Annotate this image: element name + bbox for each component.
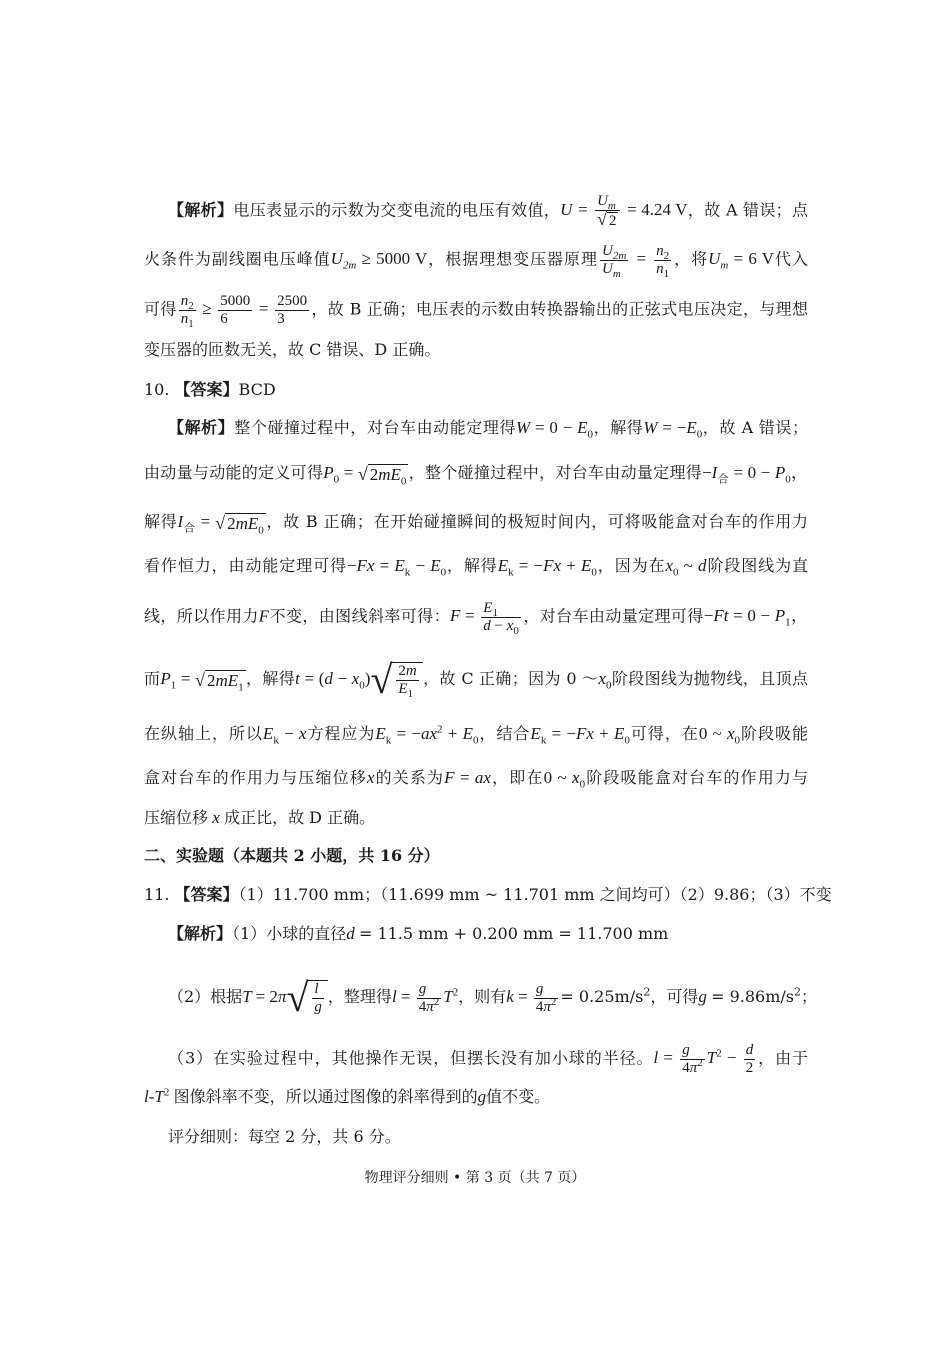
text: 图像斜率不变，所以通过图像的斜率得到的 [173, 1087, 478, 1106]
text: ，可得 [650, 986, 699, 1006]
text: ，将 [673, 249, 709, 269]
q10-line-2 [144, 463, 808, 485]
q11-line-4 [144, 1087, 808, 1107]
question-number: 10. [144, 380, 175, 399]
q11-scoring: 评分细则：每空 2 分，共 6 分。 [168, 1127, 401, 1146]
q10-line-4 [144, 556, 808, 579]
formula: $l-T^2$ [144, 1086, 170, 1106]
text: 可得 [144, 299, 177, 319]
q11-line-2: （2）根据T = 2π√ $\frac{l}{g}$ ，整理得l = $\frac{g}{4\pi^2}$ $T^2$，则有k = $\frac{g}{4\pi^2}$ = $0.25m/s^2$，可得$g = 9.86m/s^2$； [168, 975, 817, 1020]
q10-line-1 [168, 418, 808, 441]
formula: $I_合$ = √ $2mE_0$ [177, 512, 264, 536]
text: 看作恒力，由动能定理可得 [144, 556, 347, 575]
formula: $W = 0 - E_0$ [516, 418, 594, 441]
formula: $P_0$ = √ $2mE_0$ [323, 463, 407, 487]
text: （1）小球的直径 [232, 924, 347, 943]
answer-tag: 【答案】 [174, 380, 239, 399]
formula: 0 ~ $x_0$ [543, 768, 586, 791]
text: 线，所以作用力 [144, 606, 259, 626]
text: ，则有 [458, 986, 507, 1006]
answer-value: （1）11.700 mm；（11.699 mm ~ 11.701 mm 之间均可）（2）9.86；（3）不变 [238, 885, 832, 904]
q10-line-6 [144, 657, 808, 702]
text: 解得 [144, 512, 178, 531]
text: ，整个碰撞过程中，对台车由动量定理得 [408, 463, 703, 482]
q10-line-9 [144, 808, 808, 828]
text: 火条件为副线圈电压峰值 [144, 249, 331, 269]
text: ，故 B 正确；电压表的示数由转换器输出的正弦式电压决定，与理想 [311, 299, 809, 319]
text: 电压表显示的示数为交变电流的电压有效值， [233, 200, 561, 220]
analysis-tag: 【解析】 [168, 924, 233, 943]
q11-answer [144, 885, 832, 905]
formula: $U_{2m} \ge 5000$ V [330, 249, 428, 272]
text: 阶段吸能盒对台车的作用力与 [585, 768, 808, 787]
text: ，故 A 错误； [702, 418, 808, 437]
text: ，整理得 [327, 986, 392, 1006]
text: 可得，在 [629, 724, 699, 743]
section-heading: 二、实验题（本题共 2 小题，共 16 分） [144, 846, 440, 865]
text: ，故 A 错误；点 [687, 200, 808, 220]
formula: x [208, 808, 225, 827]
formula: x [366, 768, 375, 787]
formula: $E_k = -Fx + E_0$ [530, 724, 630, 747]
text: ，解得 [245, 668, 296, 688]
p9-line-1 [168, 193, 808, 230]
analysis-tag: 【解析】 [168, 200, 234, 220]
formula: $x_0$ [598, 668, 612, 692]
page-footer: 物理评分细则 • 第 3 页（共 7 页） [364, 1170, 586, 1186]
formula: d [346, 924, 359, 943]
formula: $P_1$ = √ $2mE_1$ [160, 668, 244, 693]
text: 代入 [774, 249, 808, 269]
formula: 0 ~ $x_0$ [698, 724, 741, 747]
text: ，故 C 正确；因为 0 ～ [422, 668, 599, 688]
text: ，根据理想变压器原理 [427, 249, 598, 269]
text: 整个碰撞过程中，对台车由动能定理得 [234, 418, 517, 437]
text: 阶段吸能 [740, 724, 808, 743]
formula: T = 2π√ $\frac{l}{g}$ [242, 987, 328, 1006]
formula: l = $\frac{g}{4\pi^2}$ $T^2$ − $\frac{d}{2}$ [653, 1042, 754, 1076]
text: 盒对台车的作用力与压缩位移 [144, 768, 367, 787]
text: ； [800, 986, 817, 1006]
value: = 9.86m/s [711, 986, 794, 1006]
answer-tag: 【答案】 [174, 885, 239, 904]
q10-line-3 [144, 512, 808, 534]
formula: $U_m = 6$ V [708, 249, 775, 272]
text: ，结合 [478, 724, 531, 743]
text: 阶段图线为直 [706, 556, 808, 575]
formula: g [477, 1087, 487, 1106]
formula: $E_k = -ax^2 + E_0$ [375, 723, 479, 747]
formula: F [258, 606, 270, 626]
p9-line-2 [144, 243, 808, 278]
formula: $\frac{U_{2m}}{U_m}$ = $\frac{n_2}{n_1}$ [601, 243, 670, 280]
formula: $\frac{n_2}{n_1}$ ≥ $\frac{5000}{6}$ = $\frac{2500}{3}$ [180, 293, 308, 330]
formula: l = $\frac{g}{4\pi^2}$ $T^2$ [391, 980, 459, 1015]
text: 的关系为 [374, 768, 445, 787]
formula: $-Ft = 0 - P_1$， [703, 606, 809, 629]
text: 压缩位移 [144, 808, 209, 827]
text: 值不变。 [486, 1087, 551, 1106]
formula: $t = (d - x_0)√$ $\frac{2m}{E_1}$ [295, 669, 423, 688]
question-number: 11. [144, 885, 175, 904]
formula: U = $\frac{U_m}{√ 2}$ = 4.24 V [560, 193, 688, 229]
q10-answer [144, 380, 808, 400]
text: ，解得 [446, 556, 498, 575]
text: ，由于 [757, 1048, 809, 1068]
text: 由动量与动能的定义可得 [144, 463, 324, 482]
text: 在纵轴上，所以 [144, 724, 263, 743]
p9-line-4: 变压器的匝数无关，故 C 错误、D 正确。 [144, 340, 441, 359]
formula: $x_0$ ~ d [665, 556, 707, 579]
text: 不变，由图线斜率可得： [269, 606, 450, 626]
q10-line-7 [144, 723, 808, 747]
q10-line-5 [144, 600, 808, 635]
text: （2）根据 [168, 986, 243, 1006]
formula: F = $\frac{E_1}{d - x_0}$ [449, 600, 519, 637]
text: 阶段图线为抛物线，且顶点 [611, 668, 808, 688]
q11-line-1 [168, 924, 808, 944]
text: ，即在 [490, 768, 544, 787]
formula: $-I_合 = 0 - P_0$， [702, 463, 808, 486]
p9-line-3 [144, 293, 808, 328]
formula: $W = -E_0$ [643, 418, 703, 441]
formula: $E_k = -Fx + E_0$ [497, 556, 597, 579]
text: 方程应为 [306, 724, 376, 743]
text: 而 [144, 668, 161, 688]
text: ，解得 [593, 418, 644, 437]
formula: g [698, 986, 712, 1006]
formula: $-Fx = E_k - E_0$ [346, 556, 447, 579]
text: ，故 B 正确；在开始碰撞瞬间的极短时间内，可将吸能盒对台车的作用力 [265, 512, 809, 531]
text: 成正比，故 D 正确。 [224, 808, 376, 827]
formula: k = $\frac{g}{4\pi^2}$ [506, 980, 557, 1015]
text: = 11.5 mm + 0.200 mm = 11.700 mm [358, 924, 669, 943]
text: ，对台车由动量定理可得 [522, 606, 704, 626]
answer-value: BCD [238, 380, 276, 399]
analysis-tag: 【解析】 [168, 418, 235, 437]
text: ，因为在 [596, 556, 666, 575]
formula: F = ax [444, 768, 491, 787]
q11-line-3 [168, 1042, 808, 1077]
formula: $E_k - x$ [262, 724, 307, 747]
q10-line-8 [144, 768, 808, 791]
text: （3）在实验过程中，其他操作无误，但摆长没有加小球的半径。 [168, 1048, 654, 1068]
value: = 0.25m/s [560, 986, 644, 1006]
